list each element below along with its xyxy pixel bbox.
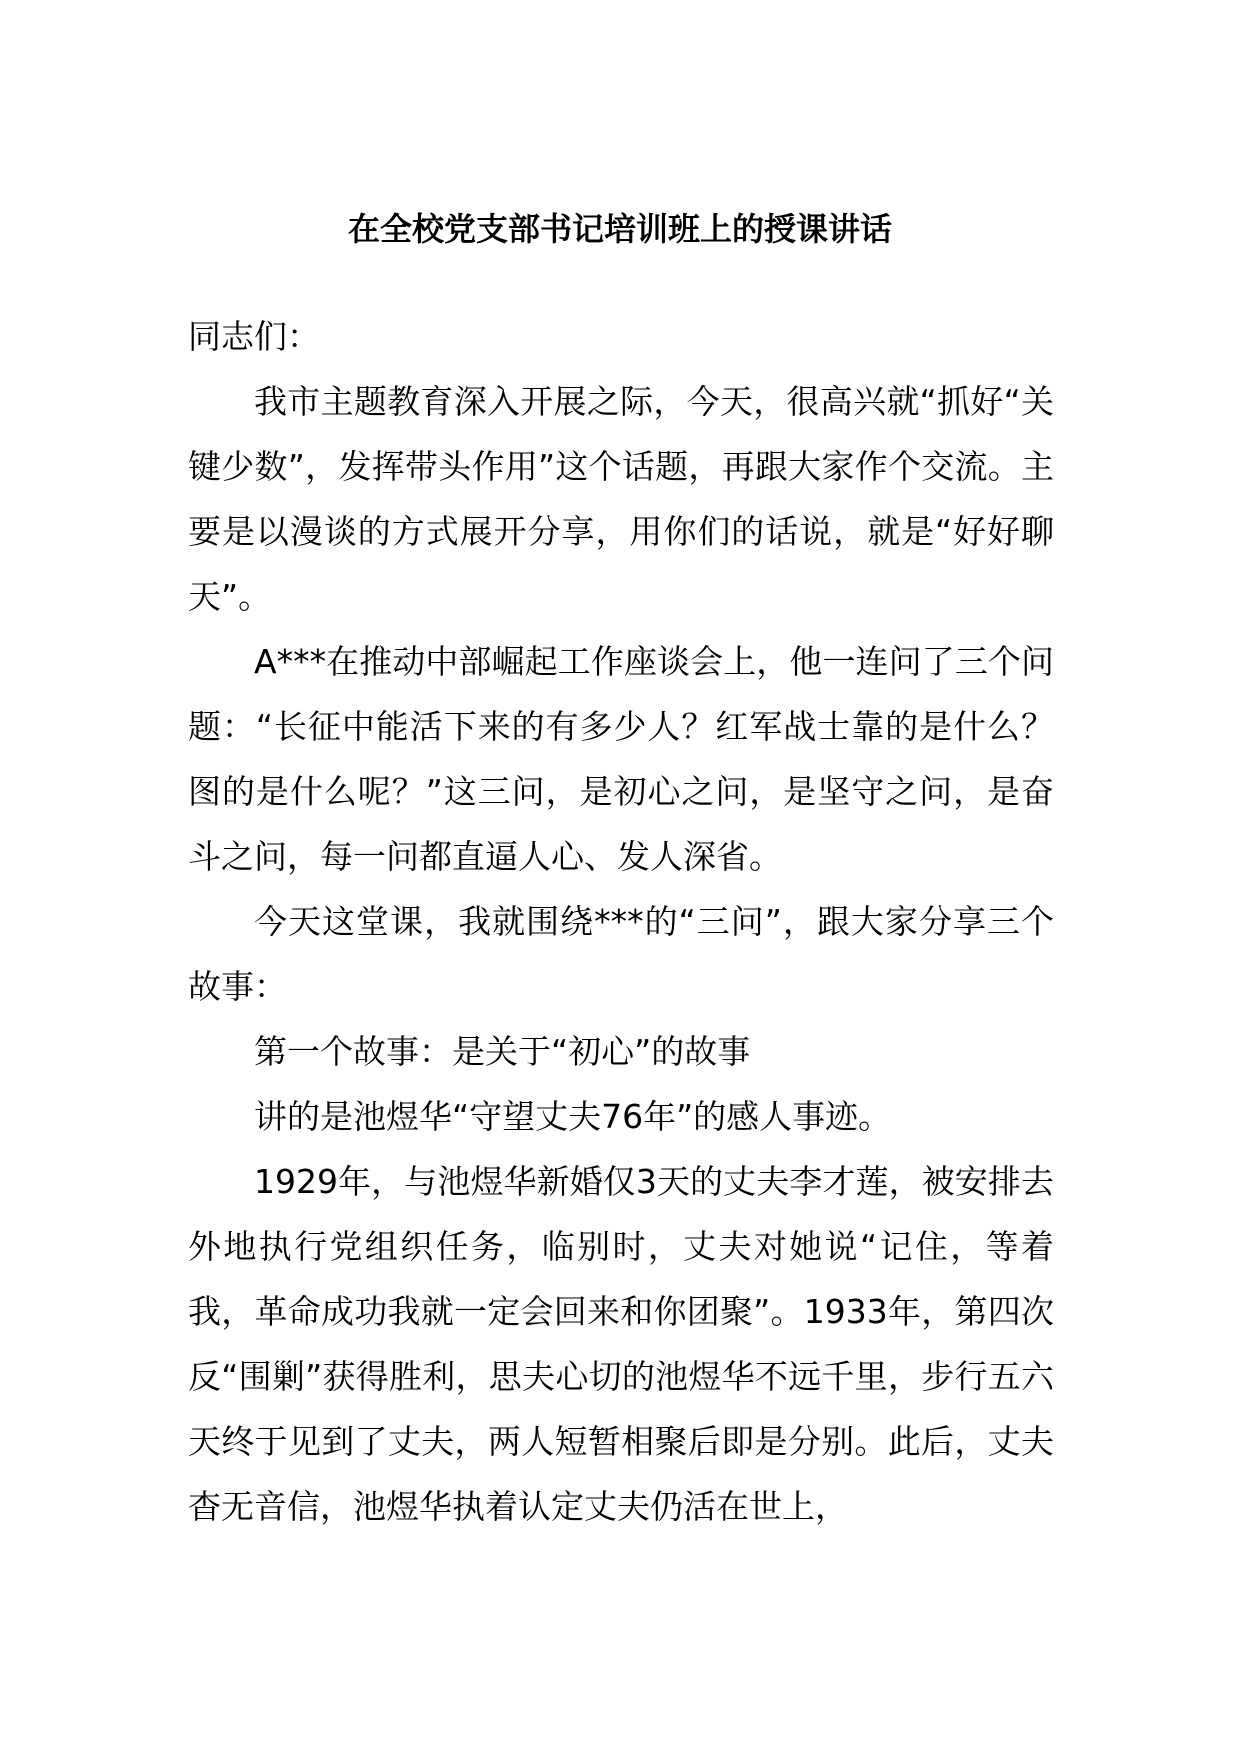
paragraph-5: 1929年，与池煜华新婚仅3天的丈夫李才莲，被安排去外地执行党组织任务，临别时，丈夫对她说“记住，等着我，革命成功我就一定会回来和你团聚”。1933年，第四次反“围剿”获得胜利，思夫心切的池煜华不远千里，步行五六天终于见到了丈夫，两人短暂相聚后即是分别。此后，丈夫杳无音信，池煜华执着认定丈夫仍活在世上，: [188, 1162, 1054, 1526]
document-title: 在全校党支部书记培训班上的授课讲话: [347, 210, 892, 248]
document-body: [188, 304, 1054, 1539]
story-heading-1: 第一个故事：是关于“初心”的故事: [254, 1032, 751, 1071]
paragraph-1: 我市主题教育深入开展之际，今天，很高兴就“抓好“关键少数”，发挥带头作用”这个话题，再跟大家作个交流。主要是以漫谈的方式展开分享，用你们的话说，就是“好好聊天”。: [188, 382, 1054, 616]
paragraph-2: A***在推动中部崛起工作座谈会上，他一连问了三个问题：“长征中能活下来的有多少人？红军战士靠的是什么？图的是什么呢？”这三问，是初心之问，是坚守之问，是奋斗之问，每一问都直逼人心、发人深省。: [188, 642, 1054, 876]
paragraph-3: 今天这堂课，我就围绕***的“三问”，跟大家分享三个故事：: [188, 902, 1054, 1006]
paragraph-4: 讲的是池煜华“守望丈夫76年”的感人事迹。: [254, 1097, 892, 1136]
salutation: 同志们：: [188, 317, 320, 356]
